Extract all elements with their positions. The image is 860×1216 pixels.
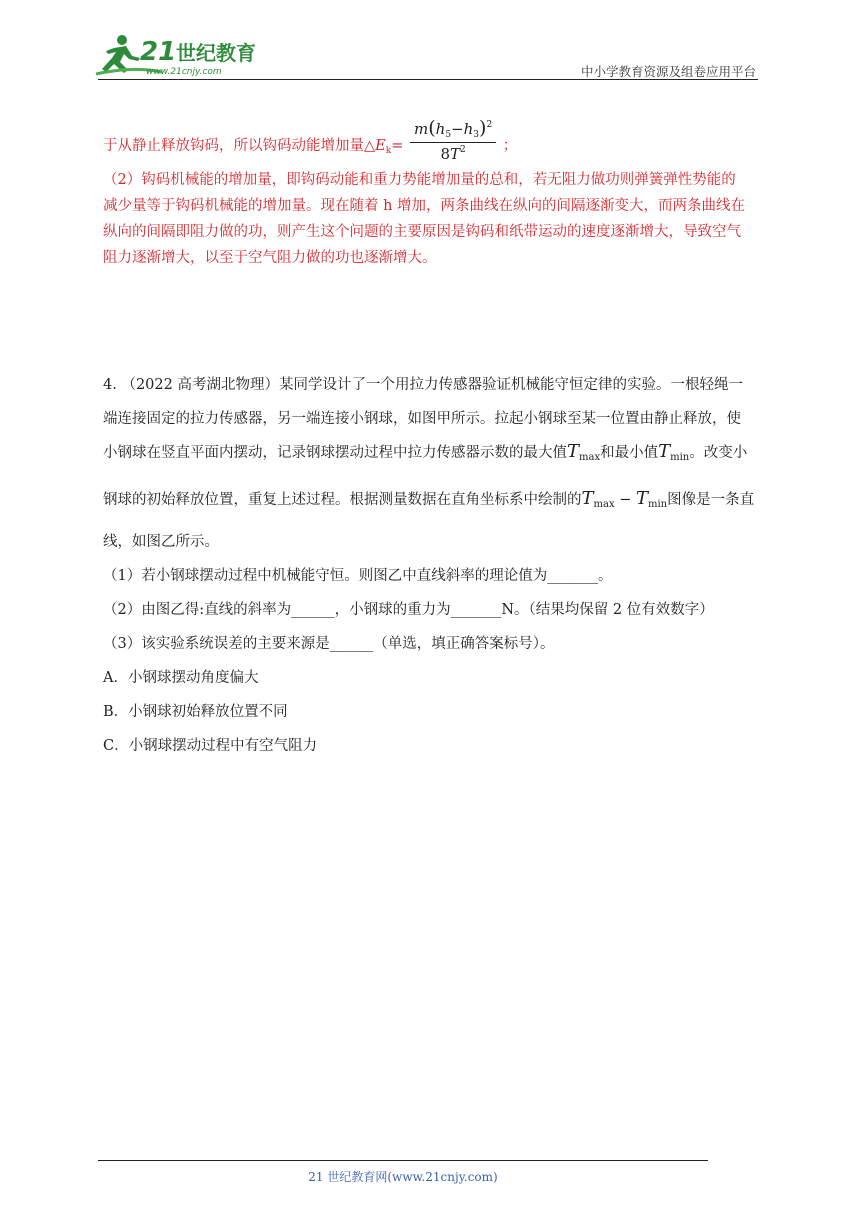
- site-logo[interactable]: [92, 30, 262, 82]
- h5-symbol: h: [435, 120, 446, 138]
- tmin-symbol: T: [658, 441, 671, 462]
- sub-question-2: （2）由图乙得:直线的斜率为______，小钢球的重力为_______N。（结果均保留 2 位有效数字）: [103, 602, 714, 618]
- fraction-numerator: $m(h_5-h_3)^2$: [410, 117, 496, 143]
- line3-text-a: 小钢球在竖直平面内摆动，记录钢球摆动过程中拉力传感器示数的最大值: [103, 445, 567, 461]
- svg-text:21: 21: [140, 37, 177, 67]
- question-4-line-5: 线，如图乙所示。: [103, 534, 219, 550]
- answer-part-2: [103, 167, 763, 271]
- page-header: [0, 0, 860, 90]
- equals-sign: =: [391, 138, 404, 154]
- fraction-denominator: [410, 143, 496, 163]
- answer-line-1: [103, 117, 518, 169]
- minus-sign: −: [451, 120, 464, 138]
- answer-part2-line: 减少量等于钩码机械能的增加量。现在随着 h 增加，两条曲线在纵向的间隔逐渐变大，而两条曲线在: [103, 198, 746, 214]
- tmin-subscript: min: [648, 499, 668, 510]
- header-divider: [98, 79, 758, 80]
- tmin-subscript: min: [670, 452, 690, 463]
- denominator-exponent: 2: [460, 145, 466, 155]
- answer-part2-line: 阻力逐渐增大，以至于空气阻力做的功也逐渐增大。: [103, 250, 437, 266]
- question-4-line-2: 端连接固定的拉力传感器，另一端连接小钢球，如图甲所示。拉起小钢球至某一位置由静止释放，使: [103, 411, 741, 427]
- svg-text:www.21cnjy.com: www.21cnjy.com: [146, 67, 222, 77]
- option-a[interactable]: A．小钢球摆动角度偏大: [103, 670, 259, 686]
- line3-text-c: 。改变小: [689, 445, 748, 461]
- question-4-line-3: [103, 441, 747, 463]
- question-4-line-1: 4. （2022 高考湖北物理）某同学设计了一个用拉力传感器验证机械能守恒定律的实验。一根轻绳一: [103, 377, 743, 393]
- h5-subscript: 5: [445, 130, 452, 140]
- answer-part2-line: 纵向的间隔即阻力做的功，则产生这个问题的主要原因是钩码和纸带运动的速度逐渐增大，导致空气: [103, 224, 741, 240]
- footer-link[interactable]: 21 世纪教育网(www.21cnjy.com): [308, 1170, 498, 1184]
- sub-question-1: （1）若小钢球摆动过程中机械能守恒。则图乙中直线斜率的理论值为_______。: [103, 568, 613, 584]
- h3-symbol: h: [463, 120, 474, 138]
- h3-subscript: 3: [473, 130, 480, 140]
- line3-text-b: 和最小值: [600, 445, 659, 461]
- answer-text-suffix: ；: [502, 138, 518, 154]
- period-symbol: T: [449, 145, 460, 163]
- tmin-symbol: T: [635, 488, 648, 509]
- line4-text-b: 图像是一条直: [667, 492, 755, 508]
- answer-part2-line: （2）钩码机械能的增加量，即钩码动能和重力势能增加量的总和，若无阻力做功则弹簧弹性势能的: [103, 172, 736, 188]
- option-b[interactable]: B．小钢球初始释放位置不同: [103, 704, 288, 720]
- line4-text-a: 钢球的初始释放位置，重复上述过程。根据测量数据在直角坐标系中绘制的: [103, 492, 582, 508]
- denominator-coefficient: 8: [440, 145, 450, 163]
- tmax-subscript: max: [579, 452, 601, 463]
- sub-question-3: （3）该实验系统误差的主要来源是______（单选，填正确答案标号）。: [103, 636, 555, 652]
- tmax-symbol: T: [567, 441, 580, 462]
- minus-sign: −: [614, 492, 636, 508]
- tmax-subscript: max: [593, 499, 615, 510]
- svg-text:世纪教育: 世纪教育: [176, 41, 256, 65]
- header-tagline: 中小学教育资源及组卷应用平台: [580, 64, 756, 79]
- question-4-line-4: [103, 488, 754, 510]
- option-c[interactable]: C．小钢球摆动过程中有空气阻力: [103, 738, 318, 754]
- tmax-symbol: T: [581, 488, 594, 509]
- numerator-exponent: 2: [486, 120, 493, 130]
- footer-divider: [98, 1160, 708, 1161]
- answer-text-prefix: 于从静止释放钩码，所以钩码动能增加量△: [103, 138, 376, 154]
- energy-symbol: E: [375, 138, 386, 154]
- mass-symbol: m: [413, 120, 429, 138]
- kinetic-energy-fraction: [410, 117, 496, 163]
- logo-graphic: [92, 30, 262, 82]
- energy-subscript: k: [385, 146, 392, 156]
